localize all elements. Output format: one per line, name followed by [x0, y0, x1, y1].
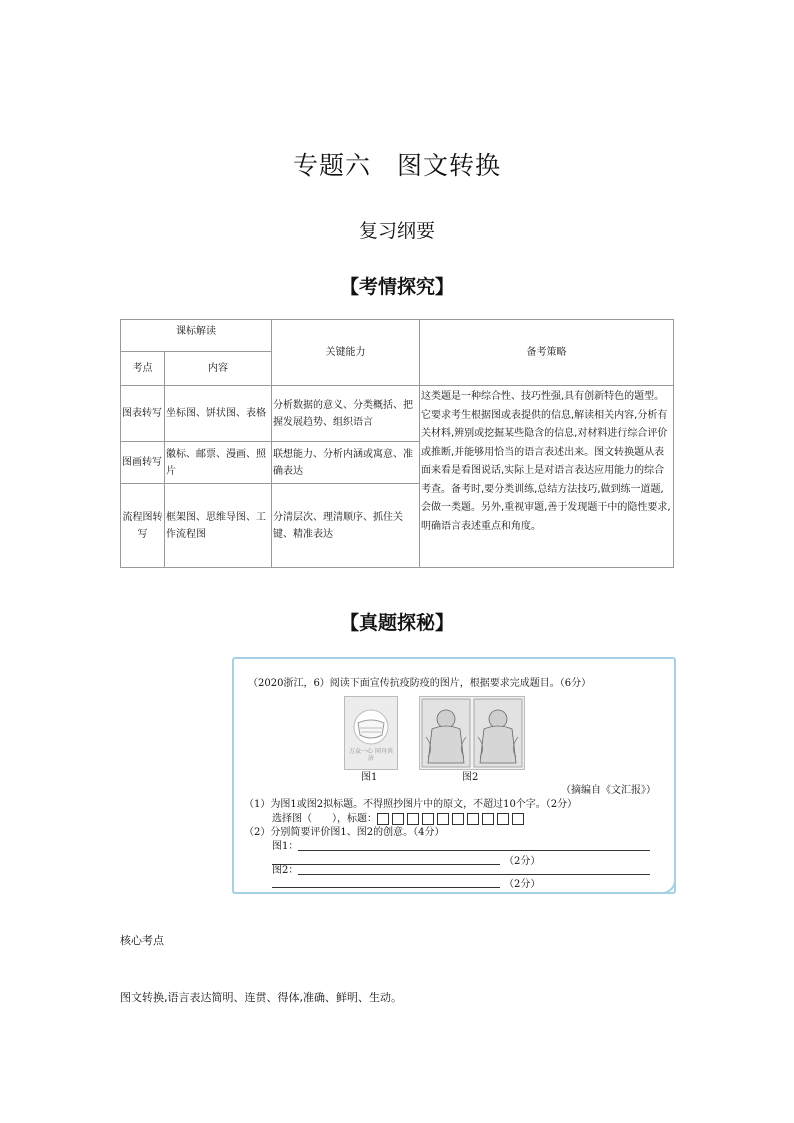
- score-fig1: （2分）: [504, 856, 541, 867]
- figure-1-image: [344, 696, 398, 770]
- door-gods-illustration-icon: [420, 697, 524, 769]
- header-neirong: 内容: [165, 352, 272, 386]
- row-ability: 分清层次、理清顺序、抓住关键、精准表达: [272, 484, 420, 568]
- question-1-answer-row: [272, 812, 527, 827]
- row-ability: 分析数据的意义、分类概括、把握发展趋势、组织语言: [272, 386, 420, 442]
- exam-question-card: [232, 657, 676, 894]
- row-point: 图表转写: [121, 386, 165, 442]
- page-subtitle: 复习纲要: [358, 220, 435, 242]
- header-kebiao: 课标解读: [121, 320, 272, 352]
- card-corner-curl: [656, 874, 676, 894]
- title-answer-boxes[interactable]: [377, 812, 527, 826]
- row-content: 徽标、邮票、漫画、照片: [165, 442, 272, 484]
- answer-line-fig2-a[interactable]: [298, 874, 650, 875]
- figure-1-caption: 图1: [361, 772, 378, 783]
- core-points-label: 核心考点: [120, 934, 164, 947]
- exam-analysis-table: [120, 319, 674, 568]
- answer-line-fig2-b[interactable]: [272, 887, 500, 888]
- header-strategy: 备考策略: [420, 320, 674, 386]
- header-ability: 关键能力: [272, 320, 420, 386]
- question-1: （1）为图1或图2拟标题。不得照抄图片中的原文，不超过10个字。（2分）: [244, 799, 578, 810]
- section-heading-zhenti: 【真题探秘】: [339, 612, 454, 634]
- answer-label-fig2: 图2：: [272, 865, 299, 876]
- question-intro: （2020浙江，6）阅读下面宣传抗疫防疫的图片，根据要求完成题目。（6分）: [248, 678, 592, 689]
- answer-line-fig1-b[interactable]: [272, 864, 500, 865]
- row-content: 框架图、思维导图、工作流程图: [165, 484, 272, 568]
- question-2: （2）分别简要评价图1、图2的创意。（4分）: [244, 827, 445, 838]
- row-ability: 联想能力、分析内涵或寓意、准确表达: [272, 442, 420, 484]
- figure-1-slogan: 万众一心 同舟共济: [349, 748, 393, 762]
- core-points-text: 图文转换,语言表达简明、连贯、得体,准确、鲜明、生动。: [120, 991, 402, 1004]
- answer-label-fig1: 图1：: [272, 841, 299, 852]
- row-point: 流程图转写: [121, 484, 165, 568]
- source-note: （摘编自《文汇报》）: [561, 785, 656, 796]
- answer-line-fig1-a[interactable]: [298, 850, 650, 851]
- question-1-select-label: 选择图（ ），标题：: [272, 813, 377, 825]
- figure-2-image: [419, 696, 525, 770]
- row-content: 坐标图、饼状图、表格: [165, 386, 272, 442]
- figure-2-caption: 图2: [462, 772, 479, 783]
- section-heading-kaoqing: 【考情探究】: [339, 276, 454, 298]
- page-title: 专题六 图文转换: [292, 151, 501, 180]
- strategy-text: 这类题是一种综合性、技巧性强,具有创新特色的题型。它要求考生根据图或表提供的信息,解读相关内容,分析有关材料,辨别或挖掘某些隐含的信息,对材料进行综合评价或推断,并能够用恰当的语言表述出来。图文转换题从表面来看是看图说话,实际上是对语言表达应用能力的综合考查。备考时,要分类训练,总结方法技巧,做到练一道题,会做一类题。另外,重视审题,善于发现题干中的隐性要求,明确语言表述重点和角度。: [420, 386, 674, 568]
- score-fig2: （2分）: [504, 879, 541, 890]
- row-point: 图画转写: [121, 442, 165, 484]
- header-kaodian: 考点: [121, 352, 165, 386]
